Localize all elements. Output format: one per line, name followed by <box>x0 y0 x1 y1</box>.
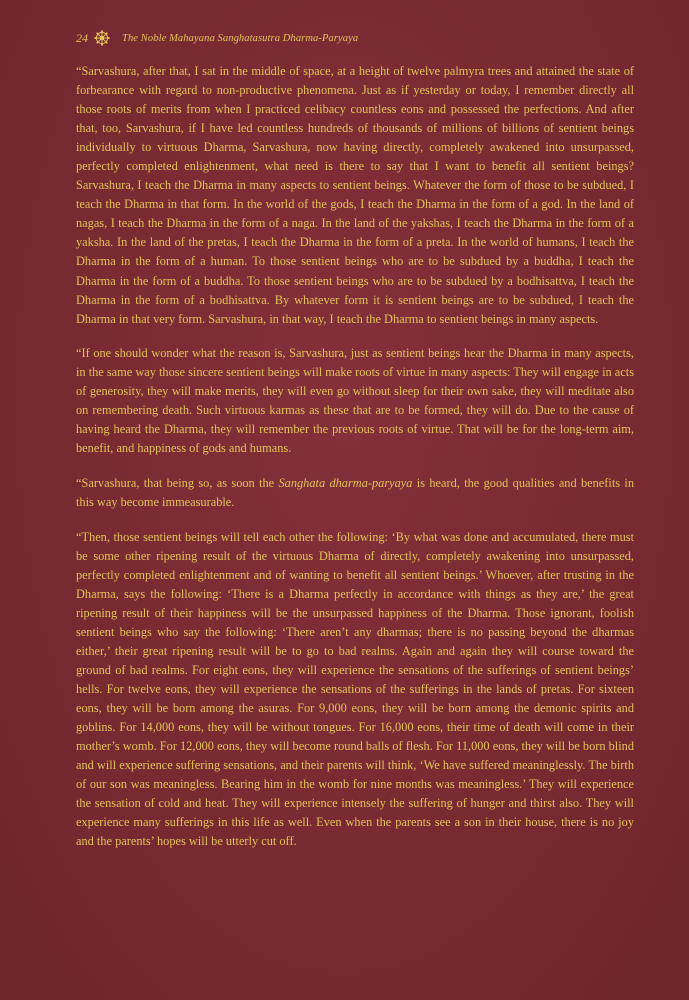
paragraph-2: “If one should wonder what the reason is, Sarvashura, just as sentient beings hear the Dharma in many aspects, in the same way those sincere sentient beings will make roots of virtue in many aspects: They will engage in acts of generosity, they will make merits, they will even go without sleep for their own sake, they will meditate also on remembering death. Such virtuous karmas as these that are to be formed, they will do. Due to the cause of having heard the Dharma, they will remember the previous roots of virtue. That will be for the long-term aim, benefit, and happiness of gods and humans. <box>76 346 634 456</box>
paragraph-1: “Sarvashura, after that, I sat in the middle of space, at a height of twelve palmyra trees and attained the state of forbearance with regard to non-productive phenomena. Just as if yesterday or today, I remember directly all those roots of merits from when I practiced celibacy countless eons and possessed the perfections. And after that, too, Sarvashura, if I have led countless hundreds of thousands of millions of billions of sentient beings individually to virtuous Dharma, Sarvashura, now having directly, completely awakened into unsurpassed, perfectly completed enlightenment, what need is there to say that I want to benefit all sentient beings? Sarvashura, I teach the Dharma in many aspects to sentient beings. Whatever the form of those to be subdued, I teach the Dharma in that form. In the world of the gods, I teach the Dharma in the form of a god. In the land of nagas, I teach the Dharma in the form of a naga. In the land of the yakshas, I teach the Dharma in the form of a yaksha. In the land of the pretas, I teach the Dharma in the form of a preta. In the world of humans, I teach the Dharma in the form of a human. To those sentient beings who are to be subdued by a buddha, I teach the Dharma in the form of a buddha. To those sentient beings who are to be subdued by a bodhisattva, I teach the Dharma in the form of a bodhisattva. By whatever form it is sentient beings are to be subdued, I teach the Dharma in that very form. Sarvashura, in that way, I teach the Dharma to sentient beings in many aspects. <box>76 64 634 326</box>
page-body <box>76 62 634 867</box>
paragraph-4: “Then, those sentient beings will tell each other the following: ‘By what was done and accumulated, there must be some other ripening result of the virtuous Dharma of directly, completely awakening into unsurpassed, perfectly completed enlightenment and of wanting to benefit all sentient beings.’ Whoever, after trusting in the Dharma, says the following: ‘There is a Dharma perfectly in accordance with things as they are,’ the great ripening result of their happiness will be the unsurpassed happiness of the Dharma. Those ignorant, foolish sentient beings who say the following: ‘There aren’t any dharmas; there is no passing beyond the dharmas either,’ their great ripening result will be to go to bad realms. Again and again they will course toward the ground of bad realms. For eight eons, they will experience the sensations of the sufferings of sentient beings’ hells. For twelve eons, they will experience the sensations of the sufferings in the lands of pretas. For sixteen eons, they will be born among the asuras. For 9,000 eons, they will be born among the demonic spirits and goblins. For 14,000 eons, they will be without tongues. For 16,000 eons, their time of death will come in their mother’s womb. For 12,000 eons, they will become round balls of flesh. For 11,000 eons, they will be born blind and will experience suffering sensations, and their parents will think, ‘We have suffered meaninglessly. The birth of our son was meaningless. Bearing him in the womb for nine months was meaningless.’ They will experience the sensation of cold and heat. They will experience intensely the suffering of hunger and thirst also. They will experience many sufferings in this life as well. Even when the parents see a son in their house, there is no joy and the parents’ hopes will be utterly cut off. <box>76 529 634 849</box>
dharma-wheel-icon <box>94 30 110 46</box>
sutra-title-italic: Sanghata dharma-paryaya <box>278 475 413 490</box>
paragraph-3-text-start: “Sarvashura, that being so, as soon the <box>76 475 279 490</box>
page-number: 24 <box>76 30 88 45</box>
running-title: The Noble Mahayana Sanghatasutra Dharma-Paryaya <box>122 32 359 44</box>
paragraph-3-text-end: is heard, the good qualities and benefits in this way become immeasurable. <box>76 475 634 509</box>
page-header <box>76 28 358 48</box>
paragraph-3 <box>76 474 634 512</box>
